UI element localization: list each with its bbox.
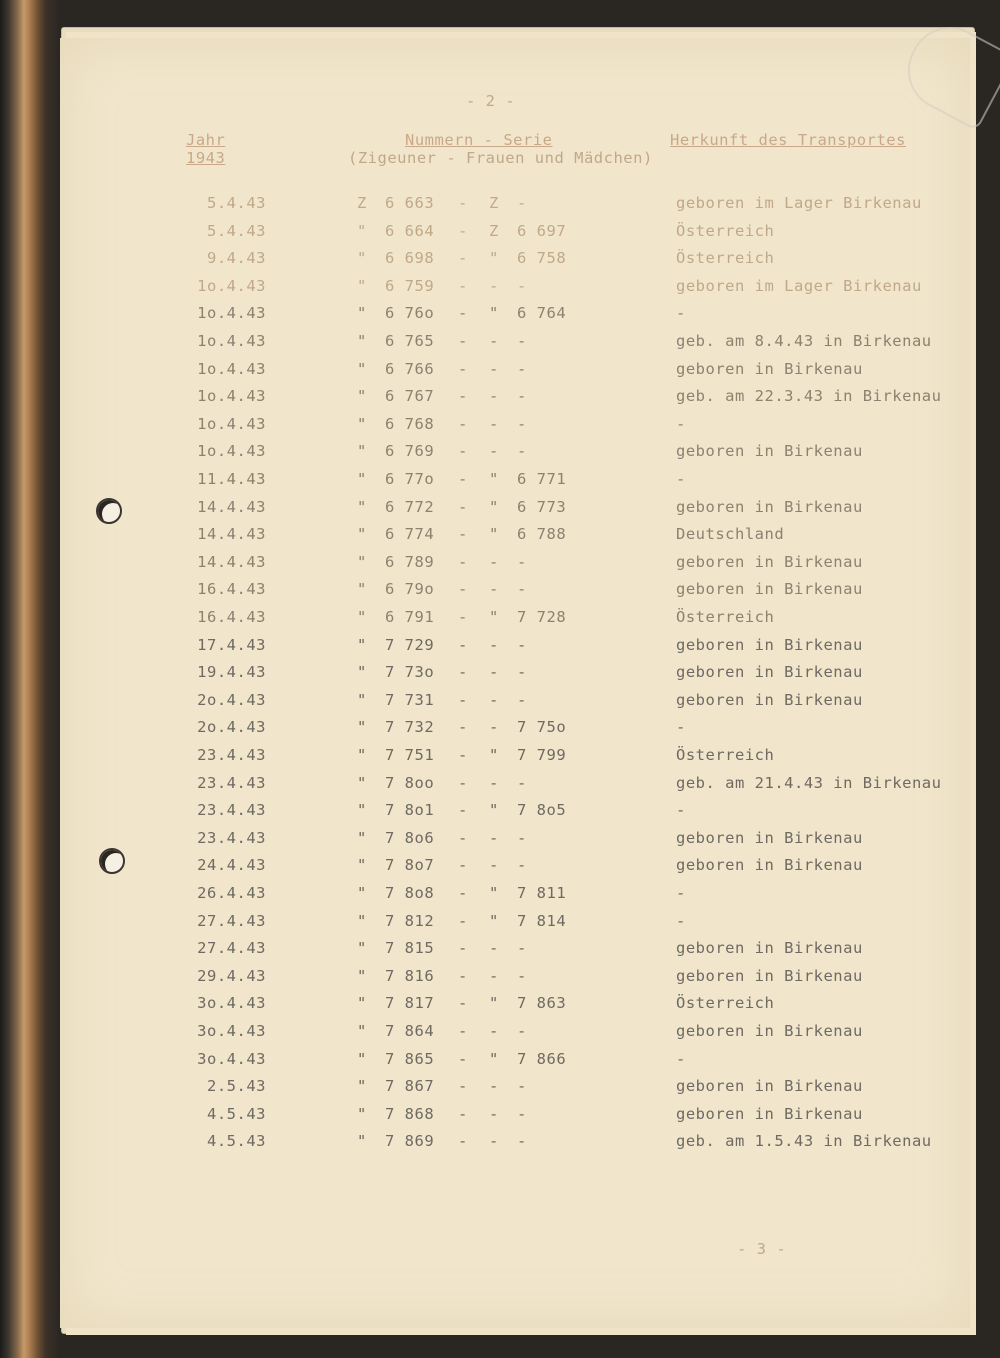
row-number-from: 7 8o6 xyxy=(385,829,435,847)
header-year-label: Jahr xyxy=(186,131,226,149)
header-series-subtitle: (Zigeuner - Frauen und Mädchen) xyxy=(348,149,653,167)
row-date: 23.4.43 xyxy=(197,774,266,792)
row-origin: geboren in Birkenau xyxy=(676,636,863,654)
row-number-to: - xyxy=(517,856,527,874)
row-series-mark: " xyxy=(357,912,367,930)
row-number-from: 7 751 xyxy=(385,746,435,764)
row-number-to: 7 8o5 xyxy=(517,801,567,819)
row-series-mark: " xyxy=(357,470,367,488)
header-year-value: 1943 xyxy=(186,149,226,167)
row-to-mark: " xyxy=(489,884,499,902)
row-number-from: 7 864 xyxy=(385,1022,435,1040)
row-number-from: 7 868 xyxy=(385,1105,435,1123)
row-series-mark: " xyxy=(357,1132,367,1150)
row-series-mark: " xyxy=(357,387,367,405)
row-date: 14.4.43 xyxy=(197,553,266,571)
row-dash: - xyxy=(458,1077,468,1095)
row-number-to: 7 811 xyxy=(517,884,567,902)
row-number-to: 6 771 xyxy=(517,470,567,488)
row-dash: - xyxy=(458,580,468,598)
row-number-to: 6 764 xyxy=(517,304,567,322)
row-series-mark: " xyxy=(357,746,367,764)
row-date: 3o.4.43 xyxy=(197,1050,266,1068)
row-to-mark: " xyxy=(489,470,499,488)
row-number-to: - xyxy=(517,829,527,847)
row-date: 17.4.43 xyxy=(197,636,266,654)
row-number-from: 6 766 xyxy=(385,360,435,378)
row-to-mark: - xyxy=(489,718,499,736)
row-series-mark: " xyxy=(357,553,367,571)
row-to-mark: " xyxy=(489,304,499,322)
row-dash: - xyxy=(458,470,468,488)
row-dash: - xyxy=(458,525,468,543)
row-origin: geboren in Birkenau xyxy=(676,856,863,874)
row-to-mark: " xyxy=(489,746,499,764)
row-date: 27.4.43 xyxy=(197,939,266,957)
row-to-mark: - xyxy=(489,1022,499,1040)
row-date: 27.4.43 xyxy=(197,912,266,930)
row-to-mark: - xyxy=(489,442,499,460)
row-number-to: 6 697 xyxy=(517,222,567,240)
row-date: 26.4.43 xyxy=(197,884,266,902)
row-to-mark: - xyxy=(489,829,499,847)
row-number-from: 7 816 xyxy=(385,967,435,985)
row-dash: - xyxy=(458,415,468,433)
row-number-from: 7 73o xyxy=(385,663,435,681)
row-dash: - xyxy=(458,498,468,516)
row-series-mark: " xyxy=(357,222,367,240)
row-to-mark: - xyxy=(489,387,499,405)
row-number-from: 6 765 xyxy=(385,332,435,350)
row-to-mark: " xyxy=(489,1050,499,1068)
row-number-from: 6 774 xyxy=(385,525,435,543)
row-dash: - xyxy=(458,360,468,378)
row-dash: - xyxy=(458,663,468,681)
row-number-to: - xyxy=(517,1132,527,1150)
row-origin: geb. am 8.4.43 in Birkenau xyxy=(676,332,932,350)
row-to-mark: " xyxy=(489,801,499,819)
row-date: 3o.4.43 xyxy=(197,1022,266,1040)
row-number-to: - xyxy=(517,415,527,433)
row-date: 4.5.43 xyxy=(207,1132,266,1150)
row-dash: - xyxy=(458,774,468,792)
row-to-mark: - xyxy=(489,663,499,681)
row-series-mark: " xyxy=(357,663,367,681)
row-number-to: 7 799 xyxy=(517,746,567,764)
row-number-to: - xyxy=(517,553,527,571)
row-date: 1o.4.43 xyxy=(197,277,266,295)
row-number-to: - xyxy=(517,442,527,460)
row-origin: - xyxy=(676,912,686,930)
row-origin: geboren in Birkenau xyxy=(676,1022,863,1040)
row-dash: - xyxy=(458,1105,468,1123)
row-number-from: 7 869 xyxy=(385,1132,435,1150)
row-origin: - xyxy=(676,1050,686,1068)
row-dash: - xyxy=(458,829,468,847)
row-to-mark: " xyxy=(489,249,499,267)
row-series-mark: " xyxy=(357,580,367,598)
row-dash: - xyxy=(458,304,468,322)
row-date: 3o.4.43 xyxy=(197,994,266,1012)
row-origin: Österreich xyxy=(676,746,775,764)
row-date: 1o.4.43 xyxy=(197,360,266,378)
row-series-mark: " xyxy=(357,277,367,295)
row-to-mark: - xyxy=(489,1132,499,1150)
row-date: 5.4.43 xyxy=(207,222,266,240)
row-origin: geboren im Lager Birkenau xyxy=(676,277,922,295)
row-number-to: 7 866 xyxy=(517,1050,567,1068)
row-origin: geboren in Birkenau xyxy=(676,498,863,516)
row-number-from: 7 812 xyxy=(385,912,435,930)
row-to-mark: - xyxy=(489,1105,499,1123)
row-date: 4.5.43 xyxy=(207,1105,266,1123)
row-number-to: 7 814 xyxy=(517,912,567,930)
row-dash: - xyxy=(458,332,468,350)
row-dash: - xyxy=(458,553,468,571)
row-origin: geboren in Birkenau xyxy=(676,939,863,957)
row-to-mark: - xyxy=(489,553,499,571)
row-number-from: 6 79o xyxy=(385,580,435,598)
row-dash: - xyxy=(458,856,468,874)
row-date: 1o.4.43 xyxy=(197,387,266,405)
row-origin: Österreich xyxy=(676,249,775,267)
row-origin: Österreich xyxy=(676,222,775,240)
row-number-to: 7 75o xyxy=(517,718,567,736)
row-date: 14.4.43 xyxy=(197,525,266,543)
row-dash: - xyxy=(458,194,468,212)
row-series-mark: " xyxy=(357,498,367,516)
header-origin-label: Herkunft des Transportes xyxy=(670,131,906,149)
row-number-from: 7 732 xyxy=(385,718,435,736)
row-number-from: 7 729 xyxy=(385,636,435,654)
row-date: 23.4.43 xyxy=(197,801,266,819)
row-to-mark: - xyxy=(489,939,499,957)
row-to-mark: - xyxy=(489,856,499,874)
row-origin: geboren im Lager Birkenau xyxy=(676,194,922,212)
row-date: 14.4.43 xyxy=(197,498,266,516)
row-date: 5.4.43 xyxy=(207,194,266,212)
binder-edge xyxy=(0,0,58,1358)
header-series-label: Nummern - Serie xyxy=(405,131,553,149)
row-series-mark: " xyxy=(357,1022,367,1040)
row-number-from: 6 772 xyxy=(385,498,435,516)
row-date: 16.4.43 xyxy=(197,580,266,598)
row-series-mark: " xyxy=(357,691,367,709)
row-dash: - xyxy=(458,801,468,819)
row-date: 1o.4.43 xyxy=(197,332,266,350)
row-dash: - xyxy=(458,1022,468,1040)
row-number-to: - xyxy=(517,1077,527,1095)
row-to-mark: - xyxy=(489,774,499,792)
row-series-mark: " xyxy=(357,636,367,654)
row-number-from: 7 8oo xyxy=(385,774,435,792)
row-number-to: - xyxy=(517,939,527,957)
row-date: 1o.4.43 xyxy=(197,442,266,460)
row-number-to: - xyxy=(517,967,527,985)
row-origin: geboren in Birkenau xyxy=(676,1077,863,1095)
row-number-to: - xyxy=(517,1105,527,1123)
row-number-from: 6 767 xyxy=(385,387,435,405)
row-number-from: 7 865 xyxy=(385,1050,435,1068)
row-number-to: - xyxy=(517,360,527,378)
row-origin: geboren in Birkenau xyxy=(676,967,863,985)
row-number-to: - xyxy=(517,636,527,654)
row-origin: geboren in Birkenau xyxy=(676,663,863,681)
row-date: 1o.4.43 xyxy=(197,415,266,433)
row-number-to: - xyxy=(517,387,527,405)
row-dash: - xyxy=(458,222,468,240)
row-date: 23.4.43 xyxy=(197,746,266,764)
row-number-from: 7 731 xyxy=(385,691,435,709)
row-to-mark: - xyxy=(489,415,499,433)
row-origin: geboren in Birkenau xyxy=(676,829,863,847)
row-series-mark: " xyxy=(357,608,367,626)
punch-hole-icon xyxy=(96,498,122,524)
row-origin: geboren in Birkenau xyxy=(676,553,863,571)
row-series-mark: " xyxy=(357,884,367,902)
row-series-mark: " xyxy=(357,801,367,819)
row-date: 24.4.43 xyxy=(197,856,266,874)
row-to-mark: " xyxy=(489,912,499,930)
row-origin: geboren in Birkenau xyxy=(676,360,863,378)
row-number-to: - xyxy=(517,277,527,295)
row-series-mark: " xyxy=(357,829,367,847)
row-to-mark: Z xyxy=(489,194,499,212)
row-dash: - xyxy=(458,636,468,654)
row-number-to: - xyxy=(517,1022,527,1040)
row-series-mark: " xyxy=(357,332,367,350)
row-series-mark: " xyxy=(357,249,367,267)
row-number-to: - xyxy=(517,580,527,598)
row-number-to: - xyxy=(517,663,527,681)
row-number-from: 6 768 xyxy=(385,415,435,433)
row-date: 1o.4.43 xyxy=(197,304,266,322)
row-series-mark: " xyxy=(357,774,367,792)
row-to-mark: - xyxy=(489,332,499,350)
page-number-top: - 2 - xyxy=(466,92,516,110)
row-origin: - xyxy=(676,304,686,322)
row-to-mark: - xyxy=(489,636,499,654)
row-series-mark: " xyxy=(357,525,367,543)
row-origin: geboren in Birkenau xyxy=(676,1105,863,1123)
row-number-from: 6 769 xyxy=(385,442,435,460)
row-series-mark: " xyxy=(357,415,367,433)
row-dash: - xyxy=(458,912,468,930)
row-dash: - xyxy=(458,994,468,1012)
row-series-mark: " xyxy=(357,360,367,378)
row-series-mark: " xyxy=(357,718,367,736)
row-number-from: 7 817 xyxy=(385,994,435,1012)
row-number-to: 6 773 xyxy=(517,498,567,516)
row-series-mark: Z xyxy=(357,194,367,212)
row-date: 9.4.43 xyxy=(207,249,266,267)
row-dash: - xyxy=(458,387,468,405)
row-number-to: 7 863 xyxy=(517,994,567,1012)
row-dash: - xyxy=(458,608,468,626)
row-number-to: - xyxy=(517,691,527,709)
row-series-mark: " xyxy=(357,939,367,957)
row-dash: - xyxy=(458,967,468,985)
row-dash: - xyxy=(458,1132,468,1150)
row-number-from: 6 663 xyxy=(385,194,435,212)
row-origin: - xyxy=(676,801,686,819)
row-to-mark: - xyxy=(489,580,499,598)
row-number-from: 7 867 xyxy=(385,1077,435,1095)
row-number-to: 6 788 xyxy=(517,525,567,543)
row-origin: - xyxy=(676,718,686,736)
row-series-mark: " xyxy=(357,967,367,985)
row-number-to: - xyxy=(517,332,527,350)
row-number-to: 7 728 xyxy=(517,608,567,626)
row-date: 2.5.43 xyxy=(207,1077,266,1095)
row-dash: - xyxy=(458,277,468,295)
row-number-from: 7 8o8 xyxy=(385,884,435,902)
row-origin: geb. am 1.5.43 in Birkenau xyxy=(676,1132,932,1150)
row-series-mark: " xyxy=(357,1050,367,1068)
row-date: 29.4.43 xyxy=(197,967,266,985)
row-to-mark: - xyxy=(489,967,499,985)
row-origin: geboren in Birkenau xyxy=(676,442,863,460)
row-number-from: 7 8o7 xyxy=(385,856,435,874)
row-origin: - xyxy=(676,415,686,433)
row-series-mark: " xyxy=(357,442,367,460)
row-origin: geboren in Birkenau xyxy=(676,691,863,709)
row-dash: - xyxy=(458,442,468,460)
row-origin: Österreich xyxy=(676,994,775,1012)
row-to-mark: - xyxy=(489,360,499,378)
row-to-mark: " xyxy=(489,994,499,1012)
row-date: 19.4.43 xyxy=(197,663,266,681)
row-to-mark: Z xyxy=(489,222,499,240)
row-number-from: 6 759 xyxy=(385,277,435,295)
row-number-to: 6 758 xyxy=(517,249,567,267)
row-date: 2o.4.43 xyxy=(197,691,266,709)
row-dash: - xyxy=(458,691,468,709)
row-dash: - xyxy=(458,249,468,267)
row-series-mark: " xyxy=(357,304,367,322)
row-number-from: 7 815 xyxy=(385,939,435,957)
row-to-mark: - xyxy=(489,277,499,295)
row-number-from: 6 76o xyxy=(385,304,435,322)
row-number-to: - xyxy=(517,194,527,212)
row-origin: Deutschland xyxy=(676,525,785,543)
row-origin: - xyxy=(676,884,686,902)
row-origin: geb. am 21.4.43 in Birkenau xyxy=(676,774,942,792)
row-origin: Österreich xyxy=(676,608,775,626)
row-to-mark: " xyxy=(489,498,499,516)
row-dash: - xyxy=(458,1050,468,1068)
row-number-from: 6 791 xyxy=(385,608,435,626)
row-date: 2o.4.43 xyxy=(197,718,266,736)
row-number-from: 6 698 xyxy=(385,249,435,267)
row-number-from: 6 664 xyxy=(385,222,435,240)
row-dash: - xyxy=(458,746,468,764)
row-number-from: 6 77o xyxy=(385,470,435,488)
row-dash: - xyxy=(458,884,468,902)
row-to-mark: - xyxy=(489,1077,499,1095)
row-dash: - xyxy=(458,718,468,736)
row-number-to: - xyxy=(517,774,527,792)
row-to-mark: " xyxy=(489,608,499,626)
row-origin: geboren in Birkenau xyxy=(676,580,863,598)
row-series-mark: " xyxy=(357,994,367,1012)
row-dash: - xyxy=(458,939,468,957)
row-date: 11.4.43 xyxy=(197,470,266,488)
row-origin: geb. am 22.3.43 in Birkenau xyxy=(676,387,942,405)
page-number-bottom: - 3 - xyxy=(737,1240,787,1258)
punch-hole-icon xyxy=(99,848,125,874)
row-to-mark: - xyxy=(489,691,499,709)
row-origin: - xyxy=(676,470,686,488)
row-to-mark: " xyxy=(489,525,499,543)
row-series-mark: " xyxy=(357,856,367,874)
row-date: 23.4.43 xyxy=(197,829,266,847)
row-date: 16.4.43 xyxy=(197,608,266,626)
row-number-from: 7 8o1 xyxy=(385,801,435,819)
row-number-from: 6 789 xyxy=(385,553,435,571)
row-series-mark: " xyxy=(357,1077,367,1095)
row-series-mark: " xyxy=(357,1105,367,1123)
